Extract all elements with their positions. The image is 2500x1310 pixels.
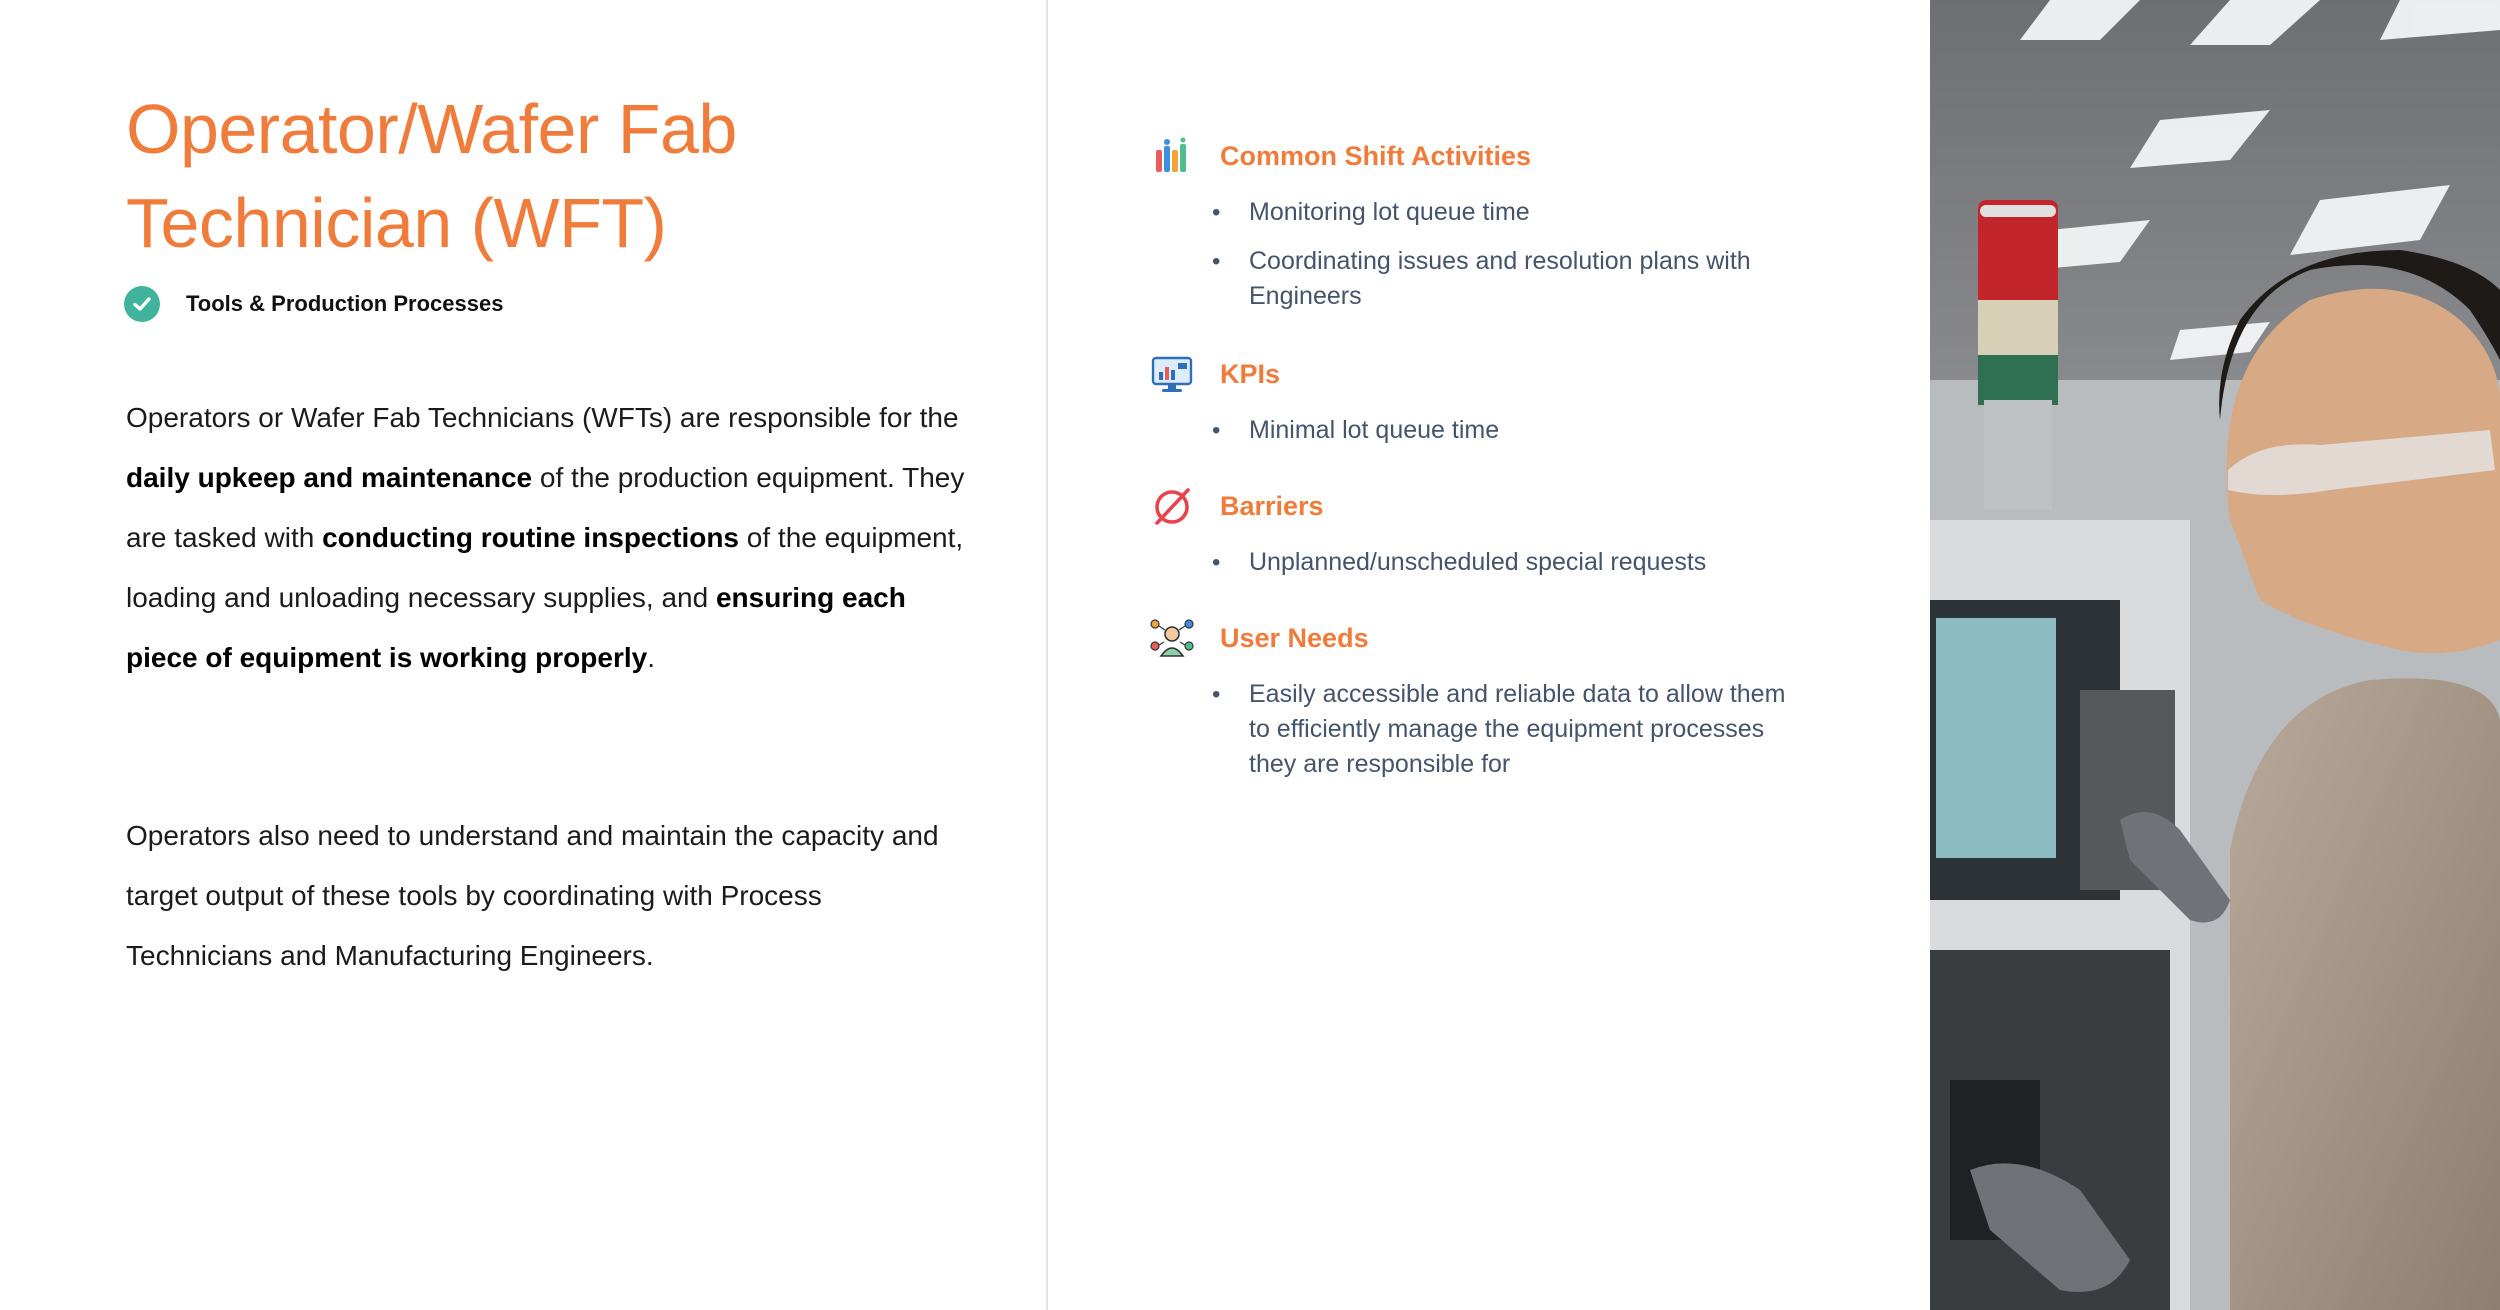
bullet-list: [1148, 195, 1848, 314]
section-title: Barriers: [1220, 490, 1324, 521]
p1-text-1: Operators or Wafer Fab Technicians (WFTs) are responsible for the: [126, 402, 959, 433]
prohibited-icon: [1148, 482, 1196, 530]
subtitle-label: Tools & Production Processes: [186, 291, 504, 316]
bullet-list: [1148, 677, 1848, 782]
section-title: User Needs: [1220, 622, 1369, 653]
p1-text-3: of the equipment, loading and unloading necessary supplies, and: [126, 522, 964, 613]
section-user-needs: [1148, 613, 1848, 782]
tools-icon: [1148, 132, 1196, 180]
left-panel: [0, 0, 1046, 1310]
list-item: • Minimal lot queue time: [1148, 413, 1809, 448]
p1-text-4: .: [647, 642, 655, 673]
technician-photo: [1930, 0, 2500, 1310]
bullet-list: [1148, 545, 1848, 580]
details-panel: [1048, 0, 1930, 1310]
list-item: • Unplanned/unscheduled special requests: [1148, 545, 1809, 580]
subtitle: [124, 286, 503, 322]
list-item: • Monitoring lot queue time: [1148, 195, 1809, 230]
person-body: [2230, 678, 2500, 1310]
signal-tower-light: [1978, 200, 2058, 510]
p1-bold-2: conducting routine inspections: [322, 522, 740, 553]
description-paragraph-1: [126, 388, 966, 688]
p1-bold-1: daily upkeep and maintenance: [126, 462, 533, 493]
check-circle-icon: [124, 286, 160, 322]
section-title: Common Shift Activities: [1220, 140, 1532, 171]
page-title: Operator/Wafer Fab Technician (WFT): [126, 90, 737, 262]
p1-bold-3: ensuring each piece of equipment is working properly: [126, 582, 906, 673]
description-paragraph-2: Operators also need to understand and maintain the capacity and target output of these tools by coordinating with Process Technicians and Manufacturing Engineers.: [126, 820, 939, 971]
section-kpis: [1148, 349, 1848, 448]
section-barriers: [1148, 481, 1848, 580]
list-item: • Coordinating issues and resolution plans with Engineers: [1148, 244, 1809, 314]
section-title: KPIs: [1220, 358, 1281, 389]
section-common-shift-activities: [1148, 131, 1848, 314]
user-network-icon: [1148, 614, 1196, 662]
dashboard-monitor-icon: [1148, 350, 1196, 398]
list-item: • Easily accessible and reliable data to allow them to efficiently manage the equipment processes they are responsible for: [1148, 677, 1809, 782]
p1-text-2: of the production equipment. They are tasked with: [126, 462, 965, 553]
bullet-list: [1148, 413, 1848, 448]
